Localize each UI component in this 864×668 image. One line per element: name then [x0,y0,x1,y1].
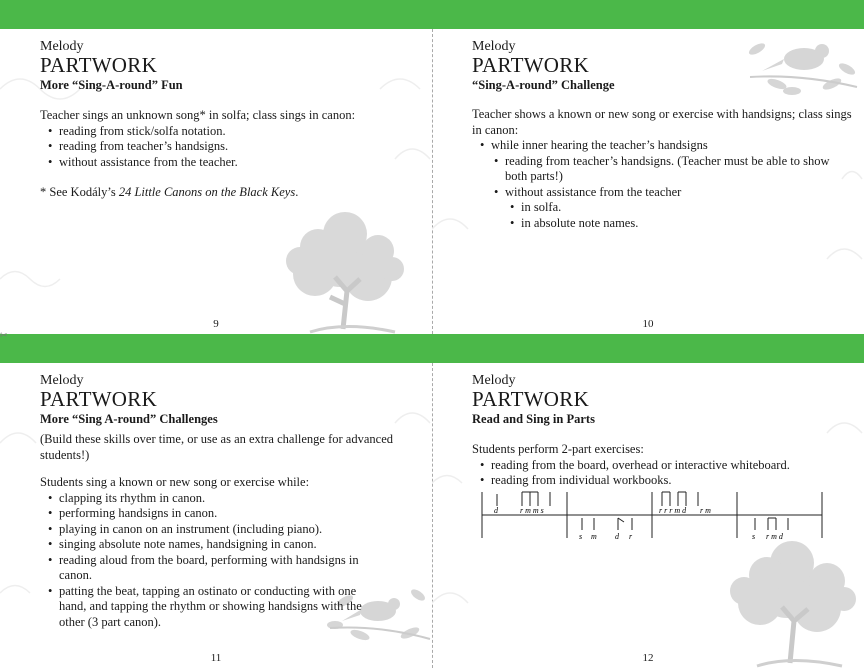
note-text: (Build these skills over time, or use as an extra challenge for advanced students!) [40,432,394,462]
page-title: PARTWORK [40,387,158,411]
middle-green-band [0,334,864,363]
section-label: Melody [40,39,84,54]
lower-solfa-5: s [752,532,756,541]
page-10 [432,29,864,334]
intro-text: Teacher sings an unknown song* in solfa; class sings in canon: [40,108,356,122]
bullet-list [472,458,852,489]
page-subtitle: More “Sing-A-round” Fun [40,78,183,92]
list-item: • patting the beat, tapping an ostinato or conducting with one hand, and tapping the rhythm or showing handsigns with the other (3 part canon). [59,584,380,631]
page-subtitle: “Sing-A-round” Challenge [472,78,615,92]
list-item: • clapping its rhythm in canon. [59,491,380,507]
page-number: 12 [642,652,654,664]
upper-solfa-1: d [494,506,498,515]
section-label: Melody [472,39,516,54]
intro-text: Students perform 2-part exercises: [472,442,644,456]
list-item: • without assistance from the teacher • in solfa. • in absolute note names. [505,185,852,232]
list-item: • reading from teacher’s handsigns. (Teacher must be able to show both parts!) [505,154,852,185]
list-item: • without assistance from the teacher. [59,155,420,171]
list-item: • reading from the board, overhead or interactive whiteboard. [491,458,852,474]
page-number: 10 [642,318,654,330]
list-item: • singing absolute note names, handsigning in canon. [59,537,380,553]
bullet-list [40,124,420,171]
bullet-list [472,138,852,231]
upper-solfa-3: r r r m d [659,506,687,515]
intro-text: Students sing a known or new song or exercise while: [40,475,310,489]
list-item: • in solfa. [521,200,852,216]
top-green-band [0,0,864,29]
list-item: • reading from teacher’s handsigns. [59,139,420,155]
lower-solfa-6: r m d [766,532,783,541]
page-12 [432,363,864,668]
list-item: • playing in canon on an instrument (including piano). [59,522,380,538]
list-item: • in absolute note names. [521,216,852,232]
lower-solfa-4: r [629,532,633,541]
page-subtitle: Read and Sing in Parts [472,412,595,426]
rhythm-notation [472,488,832,542]
page-title: PARTWORK [472,53,590,77]
page-9 [0,29,432,334]
section-label: Melody [40,373,84,388]
sub-list [491,154,852,232]
list-item: • reading from stick/solfa notation. [59,124,420,140]
footnote: * See Kodály’s 24 Little Canons on the Black Keys. [40,185,299,199]
page-11 [0,363,432,668]
upper-solfa-4: r m [700,506,711,515]
footnote-book-title: 24 Little Canons on the Black Keys [118,185,296,199]
sub-sub-list [505,200,852,231]
section-label: Melody [472,373,516,388]
lower-solfa-3: d [615,532,619,541]
page-title: PARTWORK [472,387,590,411]
bullet-list [40,491,380,631]
scissors-icon: ✂ [0,331,8,341]
page-number: 9 [213,318,219,330]
list-item: • reading from individual workbooks. [491,473,852,489]
page-number: 11 [210,652,222,664]
upper-solfa-2: r m m s [520,506,544,515]
page-title: PARTWORK [40,53,158,77]
list-item: • performing handsigns in canon. [59,506,380,522]
list-item: • while inner hearing the teacher’s handsigns • reading from teacher’s handsigns. (Teacher must be able to show both parts!) • without assistance from the teacher • in solfa. • in absolute note names. [491,138,852,231]
list-item: • reading aloud from the board, performing with handsigns in canon. [59,553,380,584]
intro-text: Teacher shows a known or new song or exercise with handsigns; class sings in canon: [472,107,852,137]
lower-solfa-1: s [579,532,583,541]
lower-solfa-2: m [591,532,597,541]
page-subtitle: More “Sing A-round” Challenges [40,412,218,426]
